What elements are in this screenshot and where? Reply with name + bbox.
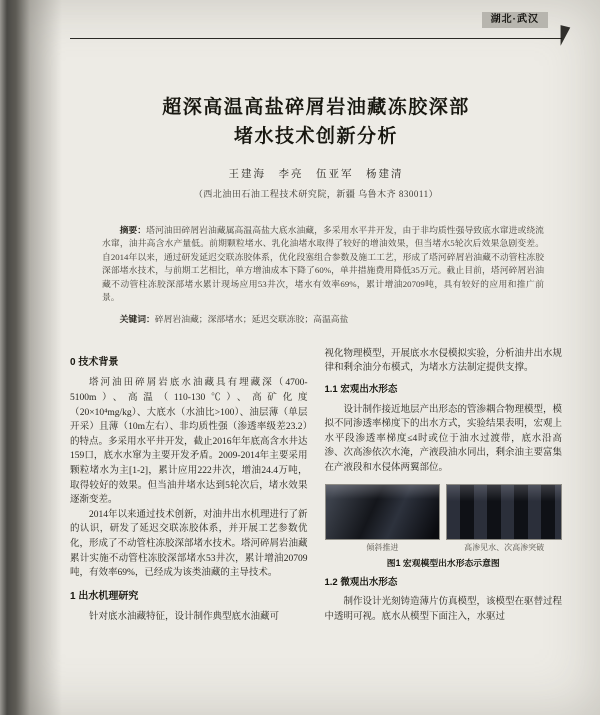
section-heading-0: 0 技术背景 bbox=[70, 356, 119, 368]
figure-caption: 图1 宏观模型出水形态示意图 bbox=[386, 557, 500, 568]
region-tag: 湖北·武汉 bbox=[482, 12, 548, 28]
header-rule bbox=[70, 38, 562, 39]
figure-photo-right bbox=[446, 484, 562, 540]
authors-line: 王建海 李亮 伍亚军 杨建清 bbox=[228, 169, 404, 180]
body-paragraph: 针对底水油藏特征，设计制作典型底水油藏可 bbox=[89, 612, 280, 623]
paper-title-line2: 堵水技术创新分析 bbox=[233, 126, 398, 147]
body-paragraph: 设计制作接近地层产出形态的管渗耦合物理模型，模拟不同渗透率梯度下的出水方式，实验结果表明，宏观上水平段渗透率梯度≤4时或位于油水过渡带，底水沿高渗、次高渗依次水淹，产液段油水同出，剩余油主要富集在产液段和水侵体两翼部位。 bbox=[324, 404, 563, 473]
bookmark-icon bbox=[556, 25, 571, 47]
body-paragraph: 2014年以来通过技术创新，对油井出水机理进行了新的认识，研发了延迟交联冻胶体系，并开展工艺参数优化，形成了不动管柱冻胶深部堵水技术。塔河碎屑岩油藏累计实施不动管柱冻胶深部堵水53井次，累计增油20709吨，有效率69%，已经成为该类油藏的主导技术。 bbox=[70, 509, 308, 579]
keywords-text: 碎屑岩油藏；深部堵水；延迟交联冻胶；高温高盐 bbox=[154, 314, 349, 325]
abstract-label: 摘要： bbox=[119, 225, 147, 235]
left-column bbox=[70, 347, 308, 625]
body-paragraph: 塔河油田碎屑岩底水油藏具有埋藏深（4700-5100m）、高温（110-130℃）、高矿化度（20×10⁴mg/kg）、大底水（水油比>100）、油层薄（单层开采）且薄（10m左右）、非均质性强（渗透率级差23.2）的特点。多采用水平井开发，截止2016年年底高含水井达159口，底水水窜为主要开发矛盾。2009-2014年主要采用颗粒堵水为主[1-2]，累计应用222井次，增油24.4万吨，取得较好的效果。但当油井堵水达到5轮次后，堵水效果逐渐变差。 bbox=[70, 378, 308, 506]
body-paragraph: 制作设计光刻铸造薄片仿真模型，该模型在驱替过程中透明可视。底水从模型下面注入，水驱过 bbox=[324, 597, 563, 622]
figure-1 bbox=[325, 484, 563, 569]
keywords-label: 关键词： bbox=[119, 314, 155, 325]
figure-subcaption-left: 倾斜推进 bbox=[366, 542, 399, 552]
body-columns bbox=[70, 347, 562, 625]
figure-photos bbox=[325, 484, 563, 540]
paper-title-line1: 超深高温高盐碎屑岩油藏冻胶深部 bbox=[162, 97, 470, 118]
subsection-heading-1-1: 1.1 宏观出水形态 bbox=[324, 384, 398, 396]
affiliation-line: （西北油田石油工程技术研究院，新疆 乌鲁木齐 830011） bbox=[193, 189, 439, 199]
figure-subcaptions bbox=[325, 542, 563, 553]
abstract-text: 塔河油田碎屑岩油藏属高温高盐大底水油藏，多采用水平井开发，由于非均质性强导致底水窜进或绕流水窜，油井高含水产量低。前期颗粒堵水、乳化油堵水取得了较好的增油效果，但当堵水5轮次后效果急剧变差。自2014年以来，通过研发延迟交联冻胶体系，优化段塞组合参数及施工工艺，形成了塔河碎屑岩油藏不动管柱冻胶深部堵水技术，与前期工艺相比，单方增油成本下降了60%，单井措施费用降低35万元。截止目前，塔河碎屑岩油藏不动管柱冻胶深部堵水累计现场应用53井次，堵水有效率69%，累计增油20709吨，具有较好的应用和推广前景。 bbox=[102, 225, 544, 303]
keywords-line bbox=[102, 313, 544, 326]
section-heading-1: 1 出水机理研究 bbox=[70, 590, 139, 602]
right-column bbox=[325, 347, 563, 625]
body-paragraph: 视化物理模型，开展底水水侵模拟实验，分析油井出水规律和剩余油分布模式，为堵水方法制定提供支撑。 bbox=[324, 348, 563, 374]
page-content bbox=[70, 12, 562, 625]
subsection-heading-1-2: 1.2 微观出水形态 bbox=[324, 576, 398, 588]
page-header bbox=[70, 12, 562, 34]
paper-title bbox=[70, 93, 562, 151]
binding-shadow bbox=[0, 0, 62, 715]
abstract-paragraph bbox=[102, 224, 544, 304]
figure-subcaption-right: 高渗见水、次高渗突破 bbox=[464, 542, 545, 552]
figure-photo-left bbox=[325, 484, 441, 540]
